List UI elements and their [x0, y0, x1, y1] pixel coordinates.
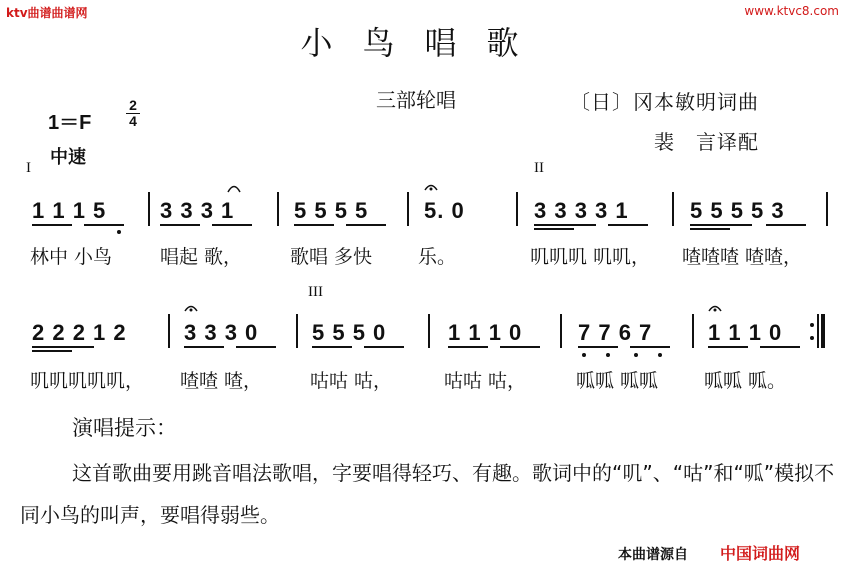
measure-2-6: 1 1 1 0 — [708, 320, 783, 345]
section-marker-2: II — [534, 160, 544, 176]
repeat-dot — [810, 323, 814, 327]
barline — [428, 314, 430, 348]
lyric-1-4: 乐。 — [418, 246, 457, 268]
tips-body: 这首歌曲要用跳音唱法歌唱，字要唱得轻巧、有趣。歌词中的“叽”、“咕”和“呱”模拟不同小鸟的叫声，要唱得弱些。 — [20, 461, 835, 527]
lyric-1-2: 唱起 歌， — [160, 246, 243, 268]
barline — [826, 192, 828, 226]
measure-2-2: 3 3 3 0 — [184, 320, 259, 345]
watermark-left: ktv曲谱曲谱网 — [6, 6, 88, 20]
measure-2-4: 1 1 1 0 — [448, 320, 523, 345]
barline — [692, 314, 694, 348]
time-signature-bottom: 4 — [129, 113, 137, 129]
beam — [364, 346, 404, 348]
final-barline-thin — [817, 314, 819, 348]
beam — [708, 346, 748, 348]
measure-2-3: 5 5 5 0 — [312, 320, 387, 345]
lyric-2-3: 咕咕 咕， — [310, 370, 393, 392]
beam — [690, 224, 752, 226]
beam — [84, 224, 124, 226]
low-octave-dot — [582, 353, 586, 357]
lyric-2-4: 咕咕 咕， — [444, 370, 527, 392]
beam — [534, 224, 596, 226]
beam — [212, 224, 252, 226]
fermata-mark — [424, 182, 438, 192]
fermata-mark — [708, 303, 722, 313]
lyric-1-3: 歌唱 多快 — [290, 246, 373, 268]
beam — [312, 346, 352, 348]
beam — [608, 224, 648, 226]
time-signature-top: 2 — [126, 98, 140, 114]
low-octave-dot — [606, 353, 610, 357]
measure-1-3: 5 5 5 5 — [294, 198, 369, 223]
barline — [560, 314, 562, 348]
measure-2-5: 7 7 6 7 — [578, 320, 653, 345]
beam — [32, 346, 94, 348]
footer-source: 本曲谱源自 — [618, 547, 688, 563]
beam — [160, 224, 200, 226]
song-subtitle: 三部轮唱 — [376, 88, 456, 112]
measure-1-6: 5 5 5 5 3 — [690, 198, 785, 223]
song-title: 小鸟唱歌 — [300, 24, 549, 62]
lyric-2-1: 叽叽叽叽叽， — [30, 370, 145, 392]
beam — [448, 346, 488, 348]
beam — [690, 228, 730, 230]
beam — [32, 350, 72, 352]
beam — [236, 346, 276, 348]
lyric-1-1: 林中 小鸟 — [30, 246, 113, 268]
measure-2-1: 2 2 2 1 2 — [32, 320, 127, 345]
beam — [578, 346, 618, 348]
barline — [407, 192, 409, 226]
measure-1-5: 3 3 3 3 1 — [534, 198, 629, 223]
watermark-right: www.ktvc8.com — [744, 4, 839, 18]
slur-mark — [227, 183, 241, 193]
tips-heading: 演唱提示： — [72, 416, 177, 440]
low-octave-dot — [634, 353, 638, 357]
fermata-mark — [184, 303, 198, 313]
barline — [672, 192, 674, 226]
measure-1-1: 1 1 1 5 — [32, 198, 107, 223]
key-signature: 1＝F — [48, 112, 92, 134]
tempo-marking: 中速 — [50, 147, 86, 168]
barline — [277, 192, 279, 226]
section-marker-1: I — [26, 160, 31, 176]
beam — [294, 224, 334, 226]
time-signature — [126, 98, 140, 129]
lyric-2-2: 喳喳 喳， — [180, 370, 263, 392]
lyric-1-6: 喳喳喳 喳喳， — [682, 246, 803, 268]
measure-1-2: 3 3 3 1 — [160, 198, 235, 223]
footer-site[interactable]: 中国词曲网 — [720, 544, 801, 563]
final-barline-thick — [821, 314, 825, 348]
lyric-2-5: 呱呱 呱呱 — [576, 370, 659, 392]
beam — [630, 346, 670, 348]
beam — [500, 346, 540, 348]
beam — [32, 224, 72, 226]
beam — [346, 224, 386, 226]
beam — [534, 228, 574, 230]
low-octave-dot — [658, 353, 662, 357]
repeat-dot — [810, 336, 814, 340]
beam — [760, 346, 800, 348]
measure-1-4: 5. 0 — [424, 198, 465, 223]
lyric-2-6: 呱呱 呱。 — [704, 370, 787, 392]
credit-translator: 裴 言译配 — [654, 130, 759, 154]
barline — [168, 314, 170, 348]
lyric-1-5: 叽叽叽 叽叽， — [530, 246, 651, 268]
credit-composer: 〔日〕冈本敏明词曲 — [570, 90, 759, 114]
barline — [296, 314, 298, 348]
section-marker-3: III — [308, 284, 323, 300]
beam — [184, 346, 224, 348]
barline — [516, 192, 518, 226]
beam — [766, 224, 806, 226]
low-octave-dot — [117, 230, 121, 234]
barline — [148, 192, 150, 226]
